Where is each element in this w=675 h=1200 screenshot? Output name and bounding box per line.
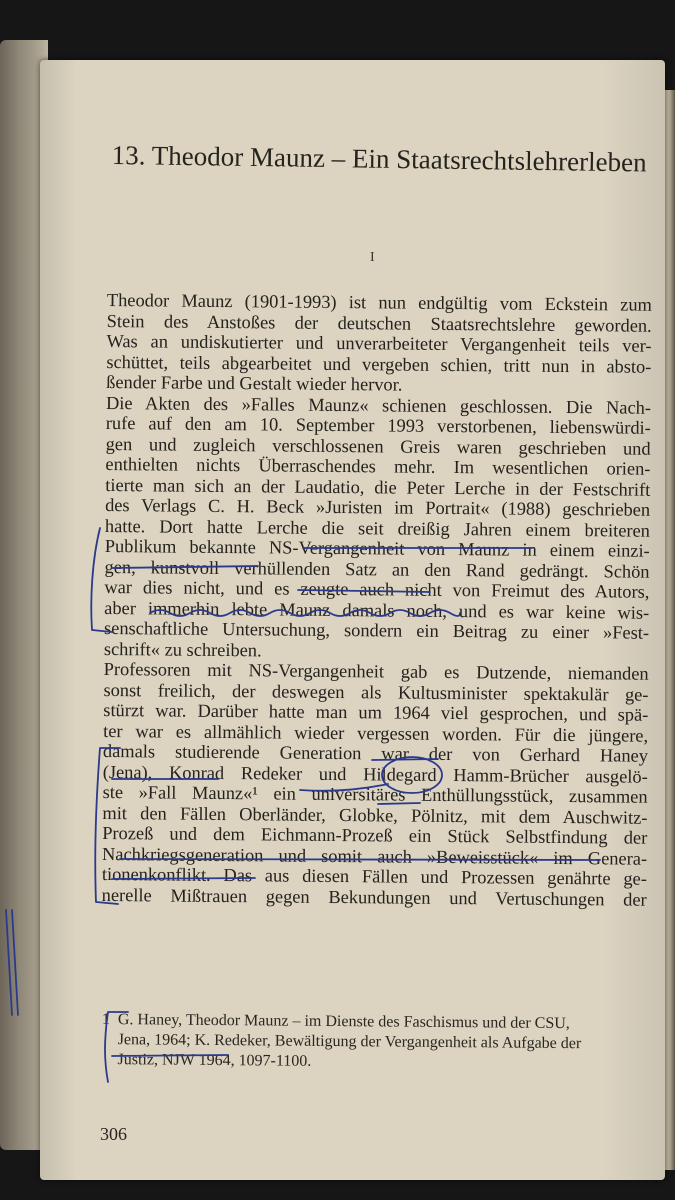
- text-line: Prozeß und dem Eichmann-Prozeß ein Stück Selbstfindung der: [102, 822, 648, 848]
- page-number: 306: [100, 1124, 127, 1144]
- text-line: Was an undiskutierter und unverarbeiteter Vergangenheit teils ver-: [106, 330, 652, 356]
- text-line: gen und zugleich verschlossenen Greis waren geschrieben und: [105, 433, 651, 459]
- text-line: nerelle Mißtrauen gegen Bekundungen und Vertuschungen der: [101, 884, 647, 910]
- text-line: rufe auf den am 10. September 1993 verstorbenen, liebenswürdi-: [105, 412, 651, 438]
- footnote-text: Jena, 1964; K. Redeker, Bewältigung der Vergangenheit als Aufgabe der: [117, 1031, 582, 1053]
- text-line: gen, kunstvoll verhüllenden Satz an den Rand gedrängt. Schön: [104, 556, 650, 582]
- text-line: tierte man sich an der Laudatio, die Peter Lerche in der Festschrift: [105, 474, 651, 500]
- text-line: schrift« zu schreiben.: [103, 638, 262, 660]
- text-line: sonst freilich, der deswegen als Kultusminister spektakulär ge-: [103, 679, 649, 705]
- footnote-text: Justiz, NJW 1964, 1097-1100.: [117, 1051, 312, 1070]
- footnote-text: G. Haney, Theodor Maunz – im Dienste des Faschismus und der CSU,: [117, 1011, 570, 1033]
- text-line: mit den Fällen Oberländer, Globke, Pölnitz, mit dem Auschwitz-: [102, 802, 648, 828]
- text-line: Theodor Maunz (1901-1993) ist nun endgültig vom Eckstein zum: [106, 290, 652, 315]
- text-line: stürzt war. Darüber hatte man um 1964 viel gesprochen, und spä-: [103, 699, 649, 725]
- text-line: schüttet, teils abgearbeitet und vergeben schien, tritt nun in absto-: [106, 351, 652, 377]
- body-text: [102, 290, 652, 910]
- text-line: ste »Fall Maunz«¹ ein universitäres Enthüllungsstück, zusammen: [102, 781, 648, 807]
- text-line: enthielten nichts Überraschendes mehr. Im wesentlichen orien-: [105, 453, 651, 479]
- section-number: I: [370, 250, 375, 265]
- footnote-marker: 1: [101, 1010, 110, 1029]
- footnote: [101, 1010, 652, 1075]
- text-line: Professoren mit NS-Vergangenheit gab es Dutzende, niemanden: [103, 658, 649, 684]
- book-page: [40, 60, 665, 1180]
- chapter-title: 13. Theodor Maunz – Ein Staatsrechtslehrerleben: [111, 140, 647, 178]
- text-line: aber immerhin lebte Maunz damals noch, und es war keine wis-: [104, 597, 650, 623]
- text-line: des Verlags C. H. Beck »Juristen im Portrait« (1988) geschrieben: [105, 494, 651, 520]
- text-line: senschaftliche Untersuchung, sondern ein Beitrag zu einer »Fest-: [103, 617, 650, 643]
- text-line: war dies nicht, und es zeugte auch nicht von Freimut des Autors,: [104, 576, 650, 602]
- text-line: Stein des Anstoßes der deutschen Staatsrechtslehre geworden.: [106, 310, 652, 336]
- text-line: ßender Farbe und Gestalt wieder hervor.: [106, 371, 403, 395]
- text-line: hatte. Dort hatte Lerche die seit dreißig Jahren einem breiteren: [104, 515, 651, 541]
- text-line: (Jena), Konrad Redeker und Hildegard Hamm-Brücher ausgelö-: [102, 761, 648, 787]
- text-line: tionenkonflikt. Das aus diesen Fällen und Prozessen genährte ge-: [101, 863, 647, 889]
- text-line: Publikum bekannte NS-Vergangenheit von Maunz in einem einzi-: [104, 535, 650, 561]
- text-line: damals studierende Generation war der von Gerhard Haney: [102, 740, 649, 766]
- text-line: Die Akten des »Falles Maunz« schienen geschlossen. Die Nach-: [105, 392, 652, 418]
- text-line: Nachkriegsgeneration und somit auch »Beweisstück« im Genera-: [101, 843, 648, 869]
- text-line: ter war es allmählich wieder vergessen worden. Für die jüngere,: [103, 720, 649, 746]
